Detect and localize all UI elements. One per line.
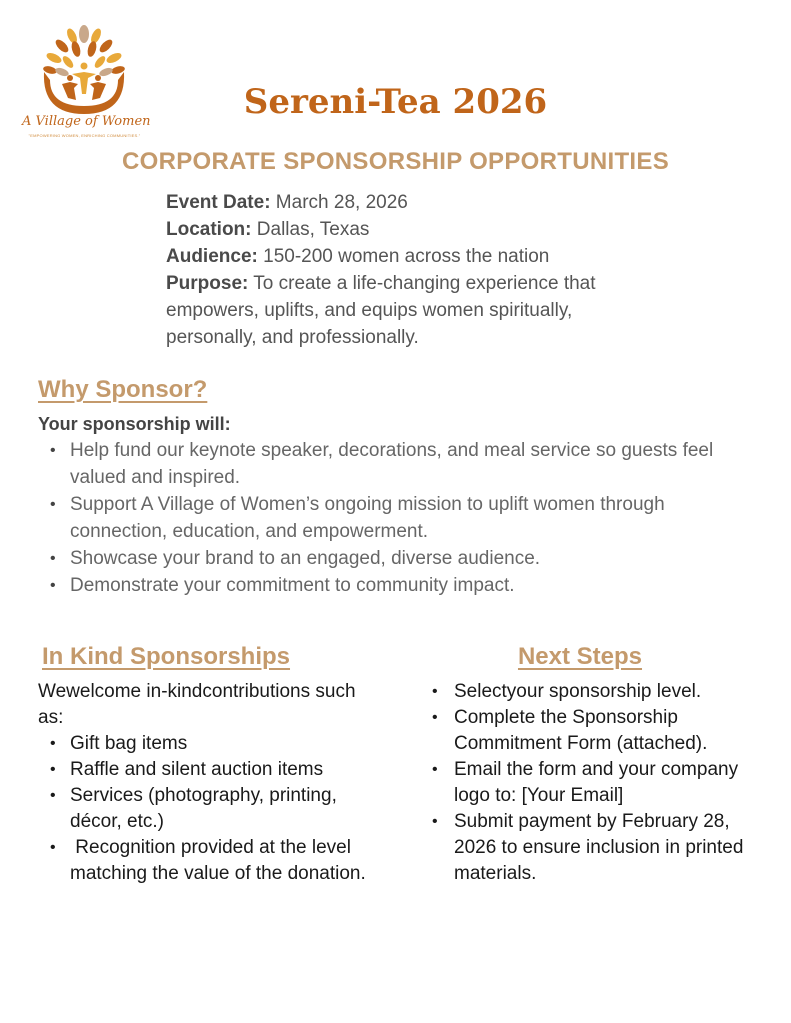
in-kind-section [38,643,378,887]
list-item [38,545,758,572]
bullet-icon: • [432,683,438,700]
list-item-text: Gift bag items [70,733,188,754]
list-item [38,731,378,757]
bullet-icon: • [432,813,438,830]
bullet-icon: • [50,735,56,752]
page-title-text: Sereni-Tea 2026 [243,82,548,122]
why-sponsor-section [38,376,758,599]
logo-wordmark: A Village of Women [22,114,151,129]
page-subtitle: CORPORATE SPONSORSHIP OPPORTUNITIES [121,148,670,175]
bullet-icon: • [50,761,56,778]
list-item [420,705,760,757]
page-title [0,82,791,122]
detail-label: Location: [166,219,252,240]
list-item-text: Demonstrate your commitment to community impact. [70,575,515,596]
list-item [420,757,760,809]
detail-label: Purpose: [166,273,249,294]
bullet-icon: • [50,550,56,567]
detail-purpose [166,270,666,351]
list-item [38,437,758,491]
list-item-text: Support A Village of Women’s ongoing mission to uplift women through connection, education, and empowerment. [70,494,665,542]
bullet-icon: • [50,496,56,513]
detail-label: Audience: [166,246,258,267]
next-steps-heading [420,643,740,671]
detail-location [166,216,666,243]
detail-audience [166,243,666,270]
in-kind-list [38,731,378,887]
list-item [420,809,760,887]
list-item-text: Submit payment by February 28, 2026 to ensure inclusion in printed materials. [454,811,744,884]
bullet-icon: • [50,577,56,594]
detail-label: Event Date: [166,192,271,213]
next-steps-section [420,643,760,887]
bullet-icon: • [50,839,56,856]
bullet-icon: • [50,787,56,804]
logo-tagline: "EMPOWERING WOMEN, ENRICHING COMMUNITIES." [28,133,141,138]
in-kind-heading: In Kind Sponsorships [42,643,291,670]
event-details [166,189,666,351]
list-item-text: Services (photography, printing, décor, etc.) [70,785,337,832]
detail-event-date [166,189,666,216]
list-item [38,491,758,545]
next-steps-heading-text: Next Steps [517,643,643,670]
list-item [38,572,758,599]
why-sponsor-lead: Your sponsorship will: [38,414,231,434]
detail-value: March 28, 2026 [270,192,408,213]
bullet-icon: • [50,442,56,459]
list-item-text: Email the form and your company logo to: [Your Email] [454,759,739,806]
why-sponsor-list [38,437,758,599]
list-item-text: Recognition provided at the level matching the value of the donation. [70,837,366,884]
detail-value: 150-200 women across the nation [257,246,550,267]
list-item [38,757,378,783]
bullet-icon: • [432,709,438,726]
list-item [420,679,760,705]
next-steps-list [420,679,760,887]
list-item-text: Selectyour sponsorship level. [454,681,702,702]
bullet-icon: • [432,761,438,778]
in-kind-intro: Wewelcome in-kindcontributions such as: [38,681,356,728]
list-item-text: Complete the Sponsorship Commitment Form (attached). [454,707,708,754]
detail-value: To create a life-changing experience that empowers, uplifts, and equips women spiritually, personally, and professionally. [166,273,596,348]
list-item-text: Raffle and silent auction items [70,759,324,780]
list-item [38,783,378,835]
list-item-text: Showcase your brand to an engaged, diverse audience. [70,548,541,569]
why-sponsor-heading: Why Sponsor? [38,376,208,403]
detail-value: Dallas, Texas [251,219,370,240]
list-item-text: Help fund our keynote speaker, decorations, and meal service so guests feel valued and inspired. [70,440,714,488]
list-item [38,835,378,887]
